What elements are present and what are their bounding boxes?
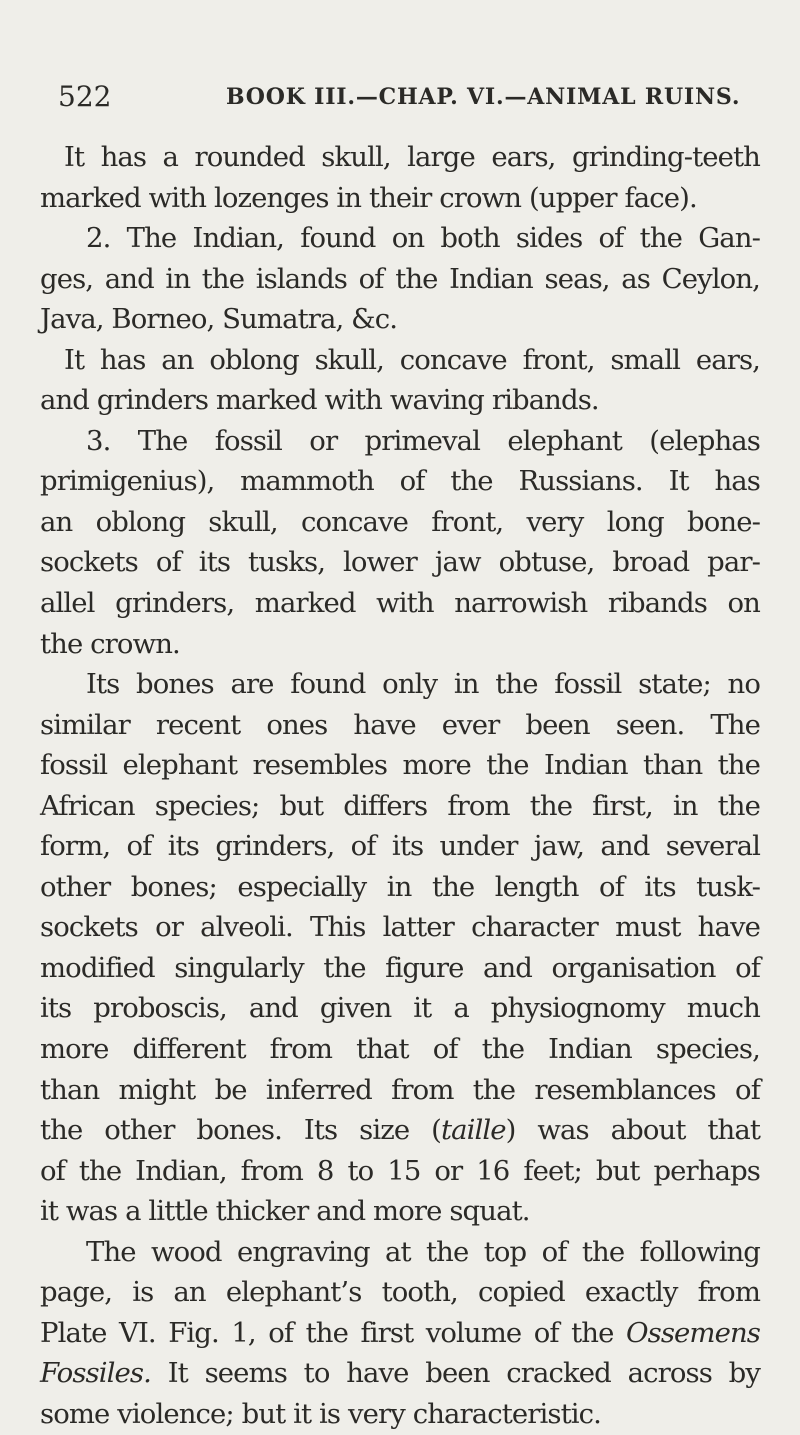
text-line: 3. The fossil or primeval elephant (elephas [86, 424, 760, 457]
text-line: allel grinders, marked with narrowish ribands on [40, 587, 760, 620]
text-line: more different from that of the Indian species, [40, 1033, 760, 1066]
text-line: an oblong skull, concave front, very long bone- [40, 505, 760, 538]
text-line: the crown. [40, 627, 180, 660]
text-line: primigenius), mammoth of the Russians. It has [40, 465, 760, 498]
body-text [40, 137, 760, 1435]
text-line: other bones; especially in the length of its tusk- [40, 870, 760, 903]
italic-term-fossiles: Fossiles. [40, 1357, 151, 1390]
text-fragment: ) was about that [505, 1114, 760, 1147]
text-line-with-italic [40, 1110, 760, 1151]
text-line: It has a rounded skull, large ears, grinding-teeth [64, 141, 760, 173]
text-line: Java, Borneo, Sumatra, &c. [40, 303, 398, 336]
italic-term-taille: taille [440, 1114, 506, 1147]
text-line: form, of its grinders, of its under jaw, and several [40, 830, 760, 863]
text-line: The wood engraving at the top of the following [86, 1235, 760, 1268]
text-line: 2. The Indian, found on both sides of the Gan- [86, 222, 760, 255]
text-line-with-italic [40, 1353, 760, 1394]
text-line: than might be inferred from the resemblances of [40, 1073, 760, 1106]
text-line: similar recent ones have ever been seen. The [40, 708, 760, 741]
text-line: ges, and in the islands of the Indian seas, as Ceylon, [40, 262, 760, 295]
text-line: its proboscis, and given it a physiognomy much [40, 992, 760, 1025]
text-line: sockets of its tusks, lower jaw obtuse, broad par- [40, 546, 760, 579]
text-fragment: It seems to have been cracked across by [150, 1357, 760, 1390]
text-line-with-italic [40, 1313, 760, 1354]
text-line: It has an oblong skull, concave front, small ears, [64, 343, 760, 376]
page-header [58, 80, 758, 124]
running-head: BOOK III.—CHAP. VI.—ANIMAL RUINS. [226, 84, 741, 110]
text-fragment: Plate VI. Fig. 1, of the first volume of the [40, 1316, 626, 1349]
text-line: marked with lozenges in their crown (upper face). [40, 181, 697, 214]
text-line: African species; but differs from the first, in the [40, 789, 760, 822]
italic-term-ossemens: Ossemens [625, 1316, 760, 1349]
text-line: some violence; but it is very characteristic. [40, 1397, 602, 1430]
text-line: of the Indian, from 8 to 15 or 16 feet; but perhaps [40, 1154, 760, 1187]
text-line: page, is an elephant’s tooth, copied exactly from [40, 1276, 760, 1309]
text-line: and grinders marked with waving ribands. [40, 384, 599, 417]
page-number: 522 [58, 80, 112, 113]
text-fragment: the other bones. Its size ( [40, 1114, 441, 1147]
text-line: fossil elephant resembles more the Indian than the [40, 749, 760, 782]
text-line: modified singularly the figure and organisation of [40, 951, 760, 984]
text-line: it was a little thicker and more squat. [40, 1195, 530, 1228]
text-line: sockets or alveoli. This latter character must have [40, 911, 760, 944]
text-line: Its bones are found only in the fossil state; no [86, 668, 760, 701]
